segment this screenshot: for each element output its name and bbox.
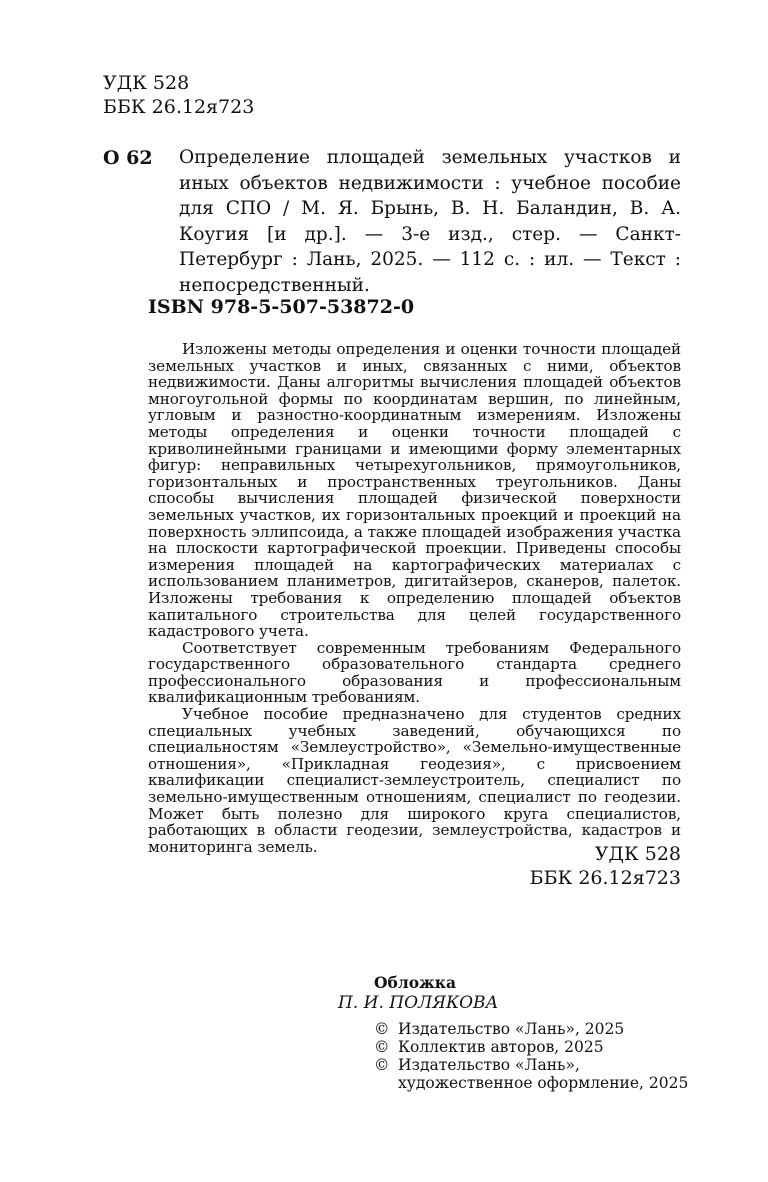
annotation-paragraph: Соответствует современным требованиям Федерального государственного образовательного стандарта среднего профессионального образования и профессиональным квалификационным требованиям.: [148, 638, 681, 707]
copyright-line: [374, 1020, 684, 1038]
annotation-paragraph: Учебное пособие предназначено для студентов средних специальных учебных заведений, обучающихся по специальностям «Землеустройство», «Земельно-имущественные отношения», «Прикладная геодезия», с присвоением квалификации специалист-землеустроитель, специалист по земельно-имущественным отношениям, специалист по геодезии. Может быть полезно для широкого круга специалистов, работающих в области геодезии, землеустройства, кадастров и мониторинга земель.: [148, 705, 681, 856]
classification-header: [103, 71, 254, 119]
bbk-code-footer: ББК 26.12я723: [529, 867, 681, 889]
copyright-text: Коллектив авторов, 2025: [398, 1038, 604, 1056]
copyright-icon: ©: [374, 1056, 390, 1074]
cover-artist: П. И. ПОЛЯКОВА: [338, 993, 499, 1013]
classification-footer: [148, 842, 681, 890]
udk-code-footer: УДК 528: [594, 843, 681, 865]
copyright-icon: ©: [374, 1038, 390, 1056]
annotation-paragraph: Изложены методы определения и оценки точности площадей земельных участков и иных, связанных с ними, объектов недвижимости. Даны алгоритмы вычисления площадей объектов многоугольной формы по координатам вершин, по линейным, угловым и разностно-координатным измерениям. Изложены методы определения и оценки точности площадей с криволинейными границами и имеющими форму элементарных фигур: неправильных четырехугольников, прямоугольников, горизонтальных и пространственных треугольников. Даны способы вычисления площадей физической поверхности земельных участков, их горизонтальных проекций и проекций на поверхность эллипсоида, а также площадей изображения участка на плоскости картографической проекции. Приведены способы измерения площадей на картографических материалах с использованием планиметров, дигитайзеров, сканеров, палеток. Изложены требования к определению площадей объектов капитального строительства для целей государственного кадастрового учета.: [148, 340, 681, 641]
copyright-text: Издательство «Лань»,: [398, 1056, 580, 1074]
author-cipher: О 62: [103, 147, 153, 169]
copyright-icon: ©: [374, 1020, 390, 1038]
copyright-line: [374, 1056, 684, 1074]
bbk-code: ББК 26.12я723: [103, 96, 255, 118]
annotation: [148, 341, 681, 855]
copyright-text-continued: художественное оформление, 2025: [398, 1074, 689, 1092]
cover-label: Обложка: [374, 973, 456, 992]
copyright-text: Издательство «Лань», 2025: [398, 1020, 625, 1038]
bibliographic-description: Определение площадей земельных участков и иных объектов недвижимости : учебное пособие для СПО / М. Я. Брынь, В. Н. Баландин, В. А. Коугия [и др.]. — 3-е изд., стер. — Санкт-Петербург : Лань, 2025. — 112 с. : ил. — Текст : непосредственный.: [179, 147, 681, 296]
udk-code: УДК 528: [103, 72, 190, 94]
isbn: ISBN 978-5-507-53872-0: [148, 296, 415, 318]
bibliographic-entry: [103, 145, 681, 298]
copyright-block: [374, 1020, 689, 1092]
copyright-line: [374, 1038, 684, 1056]
